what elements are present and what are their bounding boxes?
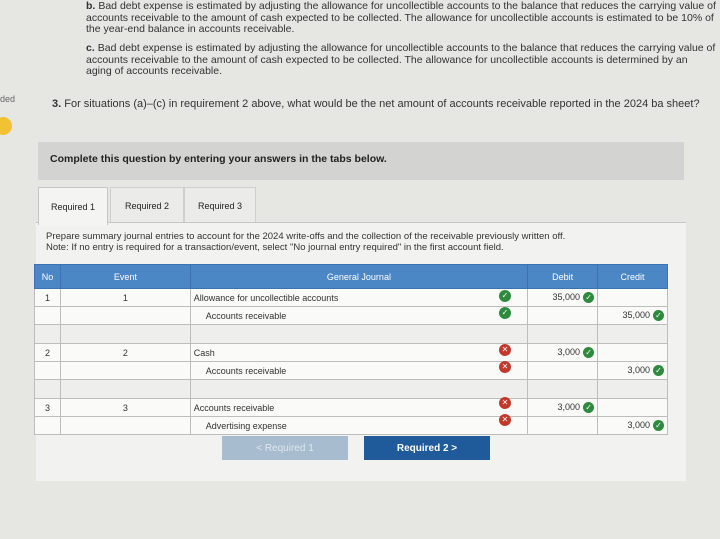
cell-debit[interactable]	[528, 417, 598, 435]
check-circle-icon: ✓	[653, 310, 664, 321]
option-b-text: Bad debt expense is estimated by adjusting the allowance for uncollectible accounts to the balance that reduces the carrying value of accounts receivable to the amount of cash expected to be collected. The allowance for uncollectible accounts is estimated to be 10% of the year-end balance in accounts receivable.	[86, 0, 716, 35]
check-circle-icon: ✓	[653, 365, 664, 376]
option-b	[86, 1, 716, 36]
prompt-line-1: Prepare summary journal entries to account for the 2024 write-offs and the collection of the receivable previously written off.	[46, 231, 566, 242]
debit-value: 3,000	[557, 401, 581, 412]
cell-event[interactable]	[60, 307, 190, 325]
prompt	[46, 232, 682, 253]
sidebar-label: ded	[0, 94, 16, 104]
debit-value: 35,000	[552, 291, 581, 302]
x-circle-icon: ✕	[499, 344, 511, 356]
cell-no	[35, 362, 61, 380]
cell-debit[interactable]	[528, 344, 598, 362]
cell-account[interactable]: Allowance for uncollectible accounts	[190, 289, 527, 307]
check-circle-icon: ✓	[499, 307, 511, 319]
cell-no: 2	[35, 344, 61, 362]
header-event: Event	[60, 265, 190, 289]
option-c-text: Bad debt expense is estimated by adjusting the allowance for uncollectible accounts to the balance that reduces the carrying value of accounts receivable to the amount of cash expected to be collected. The allowance for uncollectible accounts is determined by an aging of accounts receivable.	[86, 42, 716, 77]
cell-credit[interactable]	[598, 344, 668, 362]
tab-required-3[interactable]: Required 3	[184, 187, 256, 225]
account-name: Accounts receivable	[205, 310, 287, 321]
table-row-spacer	[35, 380, 668, 399]
cell-account[interactable]	[190, 362, 527, 380]
progress-dot-icon[interactable]	[0, 117, 12, 135]
cell-credit[interactable]	[598, 362, 668, 380]
cell-account[interactable]: Accounts receivable	[190, 399, 527, 417]
cell-debit[interactable]	[528, 362, 598, 380]
question-number: 3.	[52, 98, 62, 110]
cell-event[interactable]	[60, 362, 190, 380]
check-circle-icon: ✓	[583, 402, 594, 413]
credit-value: 3,000	[627, 364, 650, 375]
check-circle-icon: ✓	[653, 420, 664, 431]
question-3	[52, 98, 717, 111]
cell-debit[interactable]	[528, 399, 598, 417]
cell-event[interactable]: 3	[60, 399, 190, 417]
cell-account[interactable]	[190, 417, 527, 435]
header-no: No	[35, 265, 61, 289]
table-row	[35, 289, 668, 307]
cell-event[interactable]	[60, 417, 190, 435]
tab-required-1[interactable]: Required 1	[38, 187, 108, 225]
account-name: Advertising expense	[205, 420, 287, 431]
cell-debit[interactable]	[528, 307, 598, 325]
prompt-note: Note: If no entry is required for a transaction/event, select "No journal entry required" in the first account field.	[46, 241, 504, 253]
table-row	[35, 399, 668, 417]
cell-event[interactable]: 1	[60, 289, 190, 307]
table-row	[35, 417, 668, 435]
check-circle-icon: ✓	[583, 292, 594, 303]
next-required-button[interactable]: Required 2 >	[364, 436, 490, 460]
x-circle-icon: ✕	[499, 414, 511, 426]
table-row	[35, 362, 668, 380]
cell-no: 3	[35, 399, 61, 417]
cell-account[interactable]	[190, 307, 527, 325]
option-c-lead: c.	[86, 42, 95, 54]
cell-no	[35, 307, 61, 325]
check-circle-icon: ✓	[499, 290, 511, 302]
cell-debit[interactable]	[528, 289, 598, 307]
journal-table	[34, 264, 668, 435]
x-circle-icon: ✕	[499, 361, 511, 373]
option-b-lead: b.	[86, 0, 96, 12]
header-journal: General Journal	[190, 265, 527, 289]
cell-credit[interactable]	[598, 399, 668, 417]
table-row	[35, 344, 668, 362]
cell-credit[interactable]	[598, 417, 668, 435]
x-circle-icon: ✕	[499, 397, 511, 409]
instruction-bar	[38, 142, 684, 180]
cell-account[interactable]: Cash	[190, 344, 527, 362]
header-credit: Credit	[598, 265, 668, 289]
option-c	[86, 43, 716, 78]
cell-credit[interactable]	[598, 307, 668, 325]
cell-event[interactable]: 2	[60, 344, 190, 362]
check-circle-icon: ✓	[583, 347, 594, 358]
cell-no	[35, 417, 61, 435]
question-text: For situations (a)–(c) in requirement 2 above, what would be the net amount of accounts receivable reported in the 2024 ba sheet?	[64, 98, 700, 110]
table-row	[35, 307, 668, 325]
cell-no: 1	[35, 289, 61, 307]
header-debit: Debit	[528, 265, 598, 289]
debit-value: 3,000	[557, 346, 581, 357]
tab-required-2[interactable]: Required 2	[110, 187, 184, 225]
credit-value: 3,000	[627, 419, 650, 430]
instruction-text: Complete this question by entering your answers in the tabs below.	[50, 153, 387, 165]
credit-value: 35,000	[622, 309, 650, 320]
prev-required-button[interactable]: < Required 1	[222, 436, 348, 460]
account-name: Accounts receivable	[205, 365, 287, 376]
table-row-spacer	[35, 325, 668, 344]
cell-credit[interactable]	[598, 289, 668, 307]
